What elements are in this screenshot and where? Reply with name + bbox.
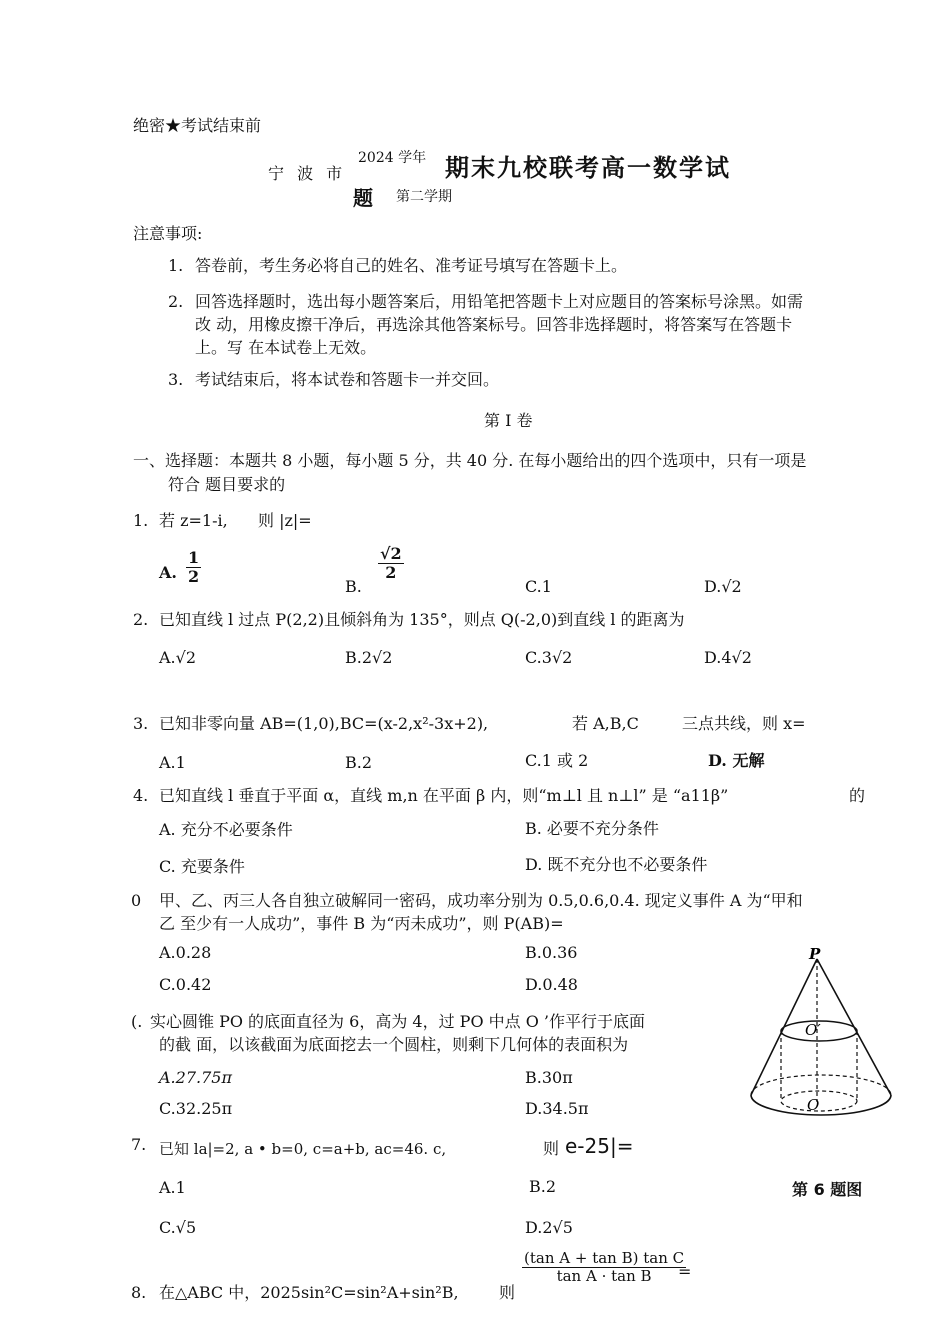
- question-stem: 实心圆锥 PO 的底面直径为 6，高为 4，过 PO 中点 O ’作平行于底面: [150, 1012, 646, 1031]
- option-b: B.30π: [525, 1068, 573, 1087]
- question-stem: 在△ABC 中，2025sin²C=sin²A+sin²B,: [159, 1283, 459, 1302]
- question-number: 2.: [133, 610, 149, 629]
- option-d: D. 无解: [708, 751, 765, 770]
- fraction-denominator: 2: [188, 566, 200, 586]
- option-a: A.1: [159, 753, 186, 772]
- question-stem: 乙 至少有一人成功”，事件 B 为“丙未成功”，则 P(AB)=: [159, 914, 564, 933]
- question-stem: 若 z=1-i,: [159, 511, 228, 530]
- option-a-fraction: [186, 549, 201, 585]
- option-d: D.√2: [704, 577, 742, 596]
- note-text: 改 动，用橡皮擦干净后，再选涂其他答案标号。回答非选择题时，将答案写在答题卡: [195, 315, 793, 334]
- option-b-fraction: [378, 545, 404, 581]
- question-number: 4.: [133, 786, 149, 805]
- figure-caption: 第 6 题图: [792, 1180, 863, 1199]
- question-number: 8.: [131, 1283, 147, 1302]
- semester-label: 第二学期: [396, 189, 452, 205]
- question-stem: 的: [849, 786, 866, 805]
- option-d: D.0.48: [525, 975, 578, 994]
- option-d: D. 既不充分也不必要条件: [525, 855, 708, 874]
- note-number: 1.: [168, 256, 184, 275]
- question-number: 0: [131, 891, 142, 910]
- fraction-numerator: 1: [188, 548, 200, 567]
- equals-sign: =: [678, 1262, 692, 1281]
- question-number: (.: [131, 1012, 143, 1031]
- cone-figure: [745, 945, 905, 1130]
- page-title-continued: 题: [353, 186, 373, 210]
- question-number: 1.: [133, 511, 149, 530]
- question-number: 3.: [133, 714, 149, 733]
- option-a: A.0.28: [159, 943, 212, 962]
- fraction-numerator: √2: [380, 544, 402, 563]
- option-b: B.0.36: [525, 943, 578, 962]
- city-label: 宁 波 市: [268, 164, 347, 183]
- base-center-label: O: [807, 1096, 820, 1114]
- note-number: 3.: [168, 370, 184, 389]
- question-stem: 则: [543, 1139, 560, 1158]
- mid-center-label: O′: [805, 1021, 821, 1039]
- question-stem: 三点共线，则 x=: [682, 714, 806, 733]
- page-title: 期末九校联考高一数学试: [445, 153, 731, 182]
- note-text: 上。写 在本试卷上无效。: [195, 338, 377, 357]
- option-c: C.32.25π: [159, 1099, 233, 1118]
- option-b: B.2: [345, 753, 373, 772]
- question-stem: 甲、乙、丙三人各自独立破解同一密码，成功率分别为 0.5,0.6,0.4. 现定义事件 A 为“甲和: [159, 891, 803, 910]
- option-a: A. 充分不必要条件: [159, 820, 293, 839]
- option-a-label: A.: [159, 563, 177, 582]
- option-a: A.1: [159, 1178, 186, 1197]
- option-b: B.2: [529, 1177, 557, 1196]
- fraction-denominator: 2: [385, 562, 397, 582]
- option-b: B. 必要不充分条件: [525, 819, 659, 838]
- question-stem: 已知非零向量 AB=(1,0),BC=(x-2,x²-3x+2),: [159, 714, 489, 733]
- secret-label: 绝密★考试结束前: [133, 116, 262, 135]
- option-d: D.34.5π: [525, 1099, 589, 1118]
- question-stem: 则: [499, 1283, 516, 1302]
- option-b-label: B.: [345, 577, 362, 596]
- option-d: D.4√2: [704, 648, 752, 667]
- option-c: C.1: [525, 577, 552, 596]
- question-stem: 则 |z|=: [258, 511, 312, 530]
- vertex-label: P: [809, 945, 821, 963]
- question-stem: 已知直线 l 垂直于平面 α，直线 m,n 在平面 β 内，则“m⊥l 且 n⊥l” 是 “a11β”: [159, 786, 729, 805]
- question-stem: 的截 面，以该截面为底面挖去一个圆柱，则剩下几何体的表面积为: [159, 1035, 629, 1054]
- option-c: C.0.42: [159, 975, 212, 994]
- note-text: 回答选择题时，选出每小题答案后，用铅笔把答题卡上对应题目的答案标号涂黑。如需: [195, 292, 804, 311]
- option-d: D.2√5: [525, 1218, 573, 1237]
- section-heading-continued: 符合 题目要求的: [168, 475, 286, 494]
- question-number: 7.: [131, 1135, 147, 1154]
- fraction-denominator: tan A · tan B: [556, 1266, 652, 1285]
- volume-heading: 第 I 卷: [484, 411, 533, 430]
- option-c: C. 充要条件: [159, 857, 245, 876]
- question-stem: 若 A,B,C: [572, 714, 639, 733]
- option-c: C.√5: [159, 1218, 197, 1237]
- fraction-numerator: (tan A + tan B) tan C: [524, 1249, 685, 1267]
- option-a: A.√2: [159, 648, 197, 667]
- notes-heading: 注意事项:: [133, 224, 203, 243]
- note-text: 答卷前，考生务必将自己的姓名、准考证号填写在答题卡上。: [195, 256, 628, 275]
- question-stem: 已知直线 l 过点 P(2,2)且倾斜角为 135°，则点 Q(-2,0)到直线 l 的距离为: [159, 610, 685, 629]
- note-text: 考试结束后，将本试卷和答题卡一并交回。: [195, 370, 500, 389]
- note-number: 2.: [168, 292, 184, 311]
- section-heading: 一、选择题：本题共 8 小题，每小题 5 分，共 40 分. 在每小题给出的四个选项中，只有一项是: [133, 451, 807, 470]
- option-a: A.27.75π: [159, 1068, 232, 1087]
- question-stem: e-25|=: [565, 1134, 634, 1158]
- ratio-fraction: [522, 1250, 686, 1284]
- question-stem: 已知 la|=2, a • b=0, c=a+b, ac=46. c,: [159, 1140, 447, 1158]
- year-label: 2024 学年: [358, 150, 427, 166]
- option-c: C.3√2: [525, 648, 573, 667]
- option-b: B.2√2: [345, 648, 393, 667]
- option-c: C.1 或 2: [525, 751, 589, 770]
